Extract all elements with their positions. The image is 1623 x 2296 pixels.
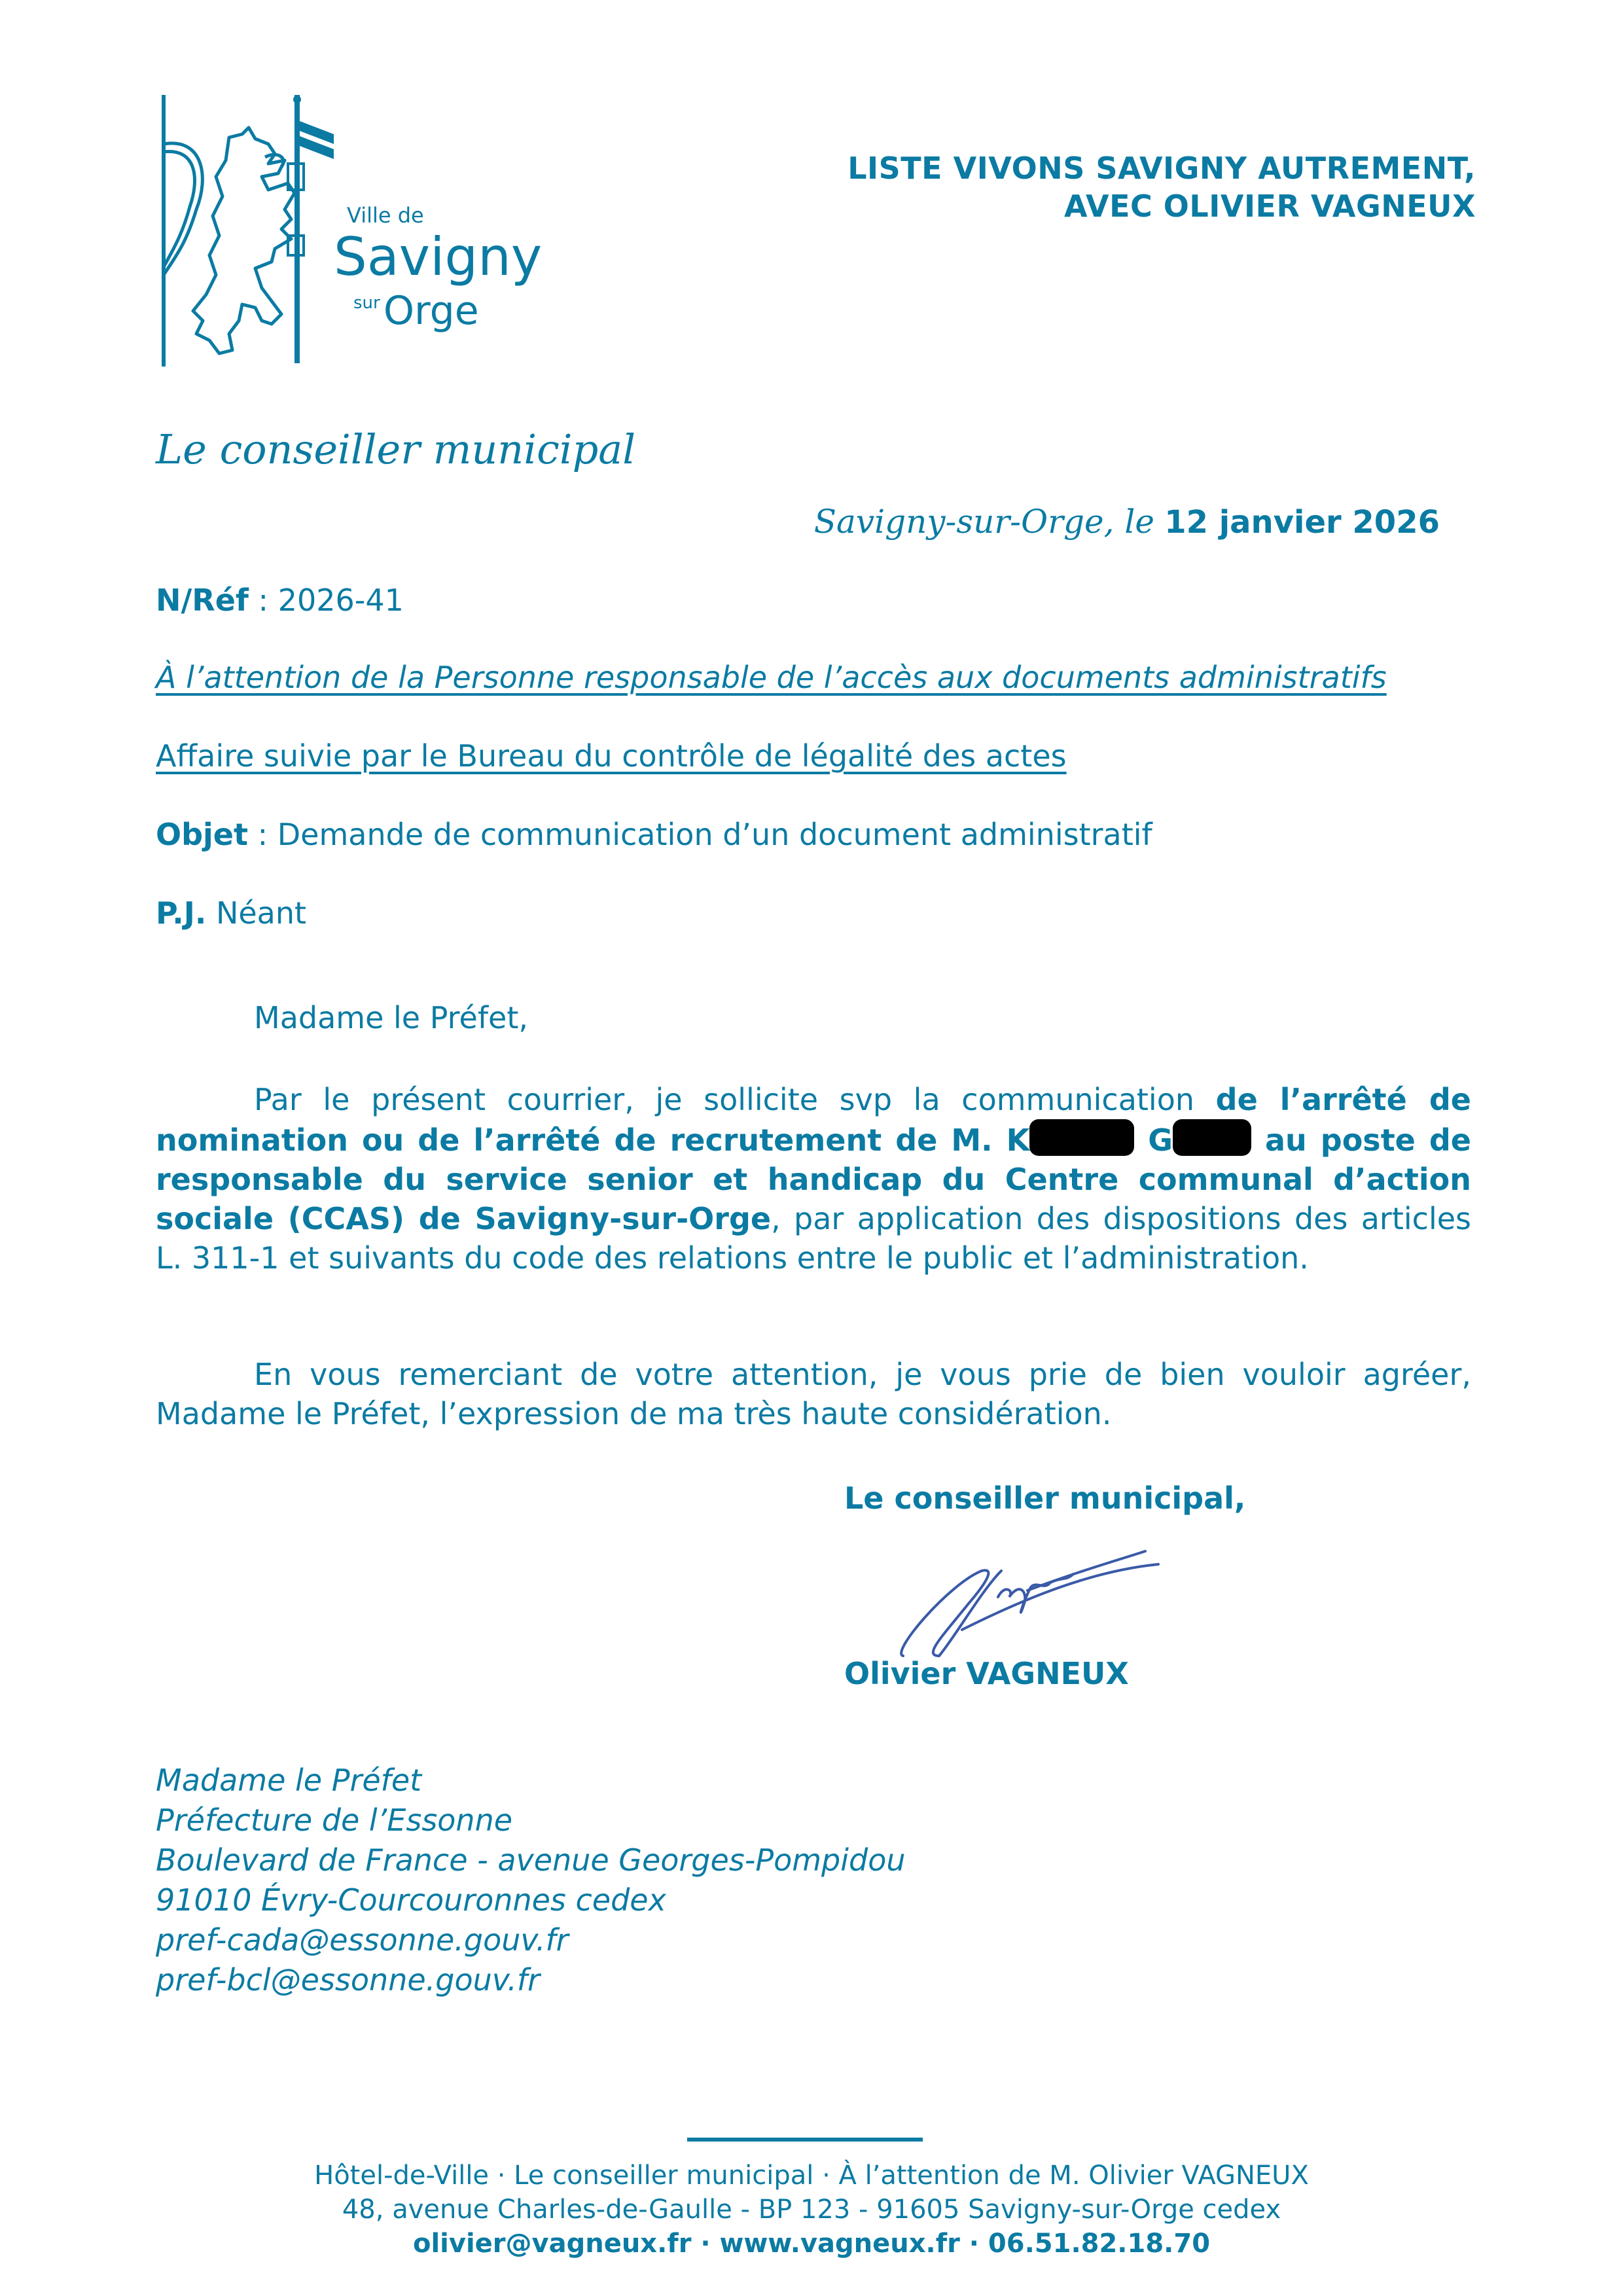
- footer-phone: 06.51.82.18.70: [988, 2229, 1211, 2259]
- reference-value: 2026-41: [277, 583, 404, 618]
- objet-separator: :: [248, 817, 277, 852]
- redaction-box: [1173, 1119, 1251, 1156]
- objet-label: Objet: [156, 817, 248, 852]
- signature-title: Le conseiller municipal,: [844, 1480, 1246, 1516]
- reference-separator: :: [248, 583, 278, 618]
- recipient-line: Boulevard de France - avenue Georges-Pompidou: [156, 1842, 906, 1878]
- signature-name: Olivier VAGNEUX: [844, 1656, 1129, 1691]
- paragraph-request: [156, 1080, 1471, 1278]
- affaire-line: Affaire suivie par le Bureau du contrôle de légalité des actes: [156, 738, 1067, 774]
- footer-separator: ·: [691, 2229, 720, 2259]
- recipient-line: Madame le Préfet: [156, 1763, 422, 1798]
- request-bold-mid: G: [1134, 1122, 1173, 1158]
- pj-value: Néant: [215, 895, 307, 931]
- list-header-line2: AVEC OLIVIER VAGNEUX: [1064, 188, 1476, 224]
- logo-sur: sur: [353, 293, 380, 313]
- objet-line: [156, 817, 1152, 852]
- pj-label: P.J.: [156, 895, 207, 931]
- recipient-address: [156, 1761, 906, 2000]
- recipient-line: 91010 Évry-Courcouronnes cedex: [156, 1882, 666, 1918]
- date-value: 12 janvier 2026: [1164, 504, 1440, 541]
- logo-orge: Orge: [383, 288, 479, 334]
- request-bold-2: au poste de responsable du service senior et handicap du Centre communal d’action sociale (CCAS) de Savigny-sur-Orge: [156, 1122, 1472, 1236]
- attention-line: À l’attention de la Personne responsable de l’accès aux documents administratifs: [156, 660, 1387, 695]
- request-rest: , par application des dispositions des articles L. 311-1 et suivants du code des relations entre le public et l’administration.: [156, 1201, 1471, 1276]
- footer-email-link[interactable]: olivier@vagneux.fr: [412, 2229, 692, 2259]
- footer-contact: [0, 2227, 1623, 2261]
- reference-label: N/Réf: [156, 583, 249, 618]
- footer-divider: [687, 2138, 923, 2142]
- recipient-email-bcl[interactable]: pref-bcl@essonne.gouv.fr: [156, 1962, 540, 1998]
- footer-website-link[interactable]: www.vagneux.fr: [719, 2229, 960, 2259]
- paragraph-closing: En vous remerciant de votre attention, je vous prie de bien vouloir agréer, Madame le Préfet, l’expression de ma très haute considération.: [156, 1357, 1471, 1431]
- pj-line: [156, 895, 306, 931]
- request-bold-1: de l’arrêté de nomination ou de l’arrêté de recrutement de M. K: [156, 1082, 1471, 1158]
- date-line: [814, 503, 1440, 541]
- role-title: Le conseiller municipal: [156, 425, 636, 473]
- list-header-line1: LISTE VIVONS SAVIGNY AUTREMENT,: [847, 151, 1476, 186]
- recipient-line: Préfecture de l’Essonne: [156, 1803, 513, 1838]
- logo-sur-orge: [353, 288, 479, 334]
- list-header: [847, 149, 1476, 225]
- footer: [0, 2159, 1623, 2261]
- city-logo: [157, 79, 543, 373]
- redaction-box: [1029, 1119, 1134, 1156]
- date-place: Savigny-sur-Orge, le: [813, 503, 1154, 541]
- signature-icon: [864, 1532, 1204, 1662]
- footer-line2: 48, avenue Charles-de-Gaulle - BP 123 - 91605 Savigny-sur-Orge cedex: [342, 2195, 1281, 2225]
- footer-separator: ·: [959, 2229, 988, 2259]
- footer-line1: Hôtel-de-Ville · Le conseiller municipal · À l’attention de M. Olivier VAGNEUX: [314, 2161, 1309, 2191]
- logo-ville-de: Ville de: [347, 203, 424, 228]
- request-intro: Par le présent courrier, je sollicite svp la communication: [254, 1082, 1216, 1117]
- objet-value: Demande de communication d’un document administratif: [277, 817, 1152, 852]
- salutation: Madame le Préfet,: [254, 1000, 528, 1035]
- handwritten-signature: [864, 1532, 1204, 1662]
- recipient-email-cada[interactable]: pref-cada@essonne.gouv.fr: [156, 1922, 569, 1958]
- logo-savigny: Savigny: [334, 226, 543, 287]
- reference-line: [156, 583, 404, 618]
